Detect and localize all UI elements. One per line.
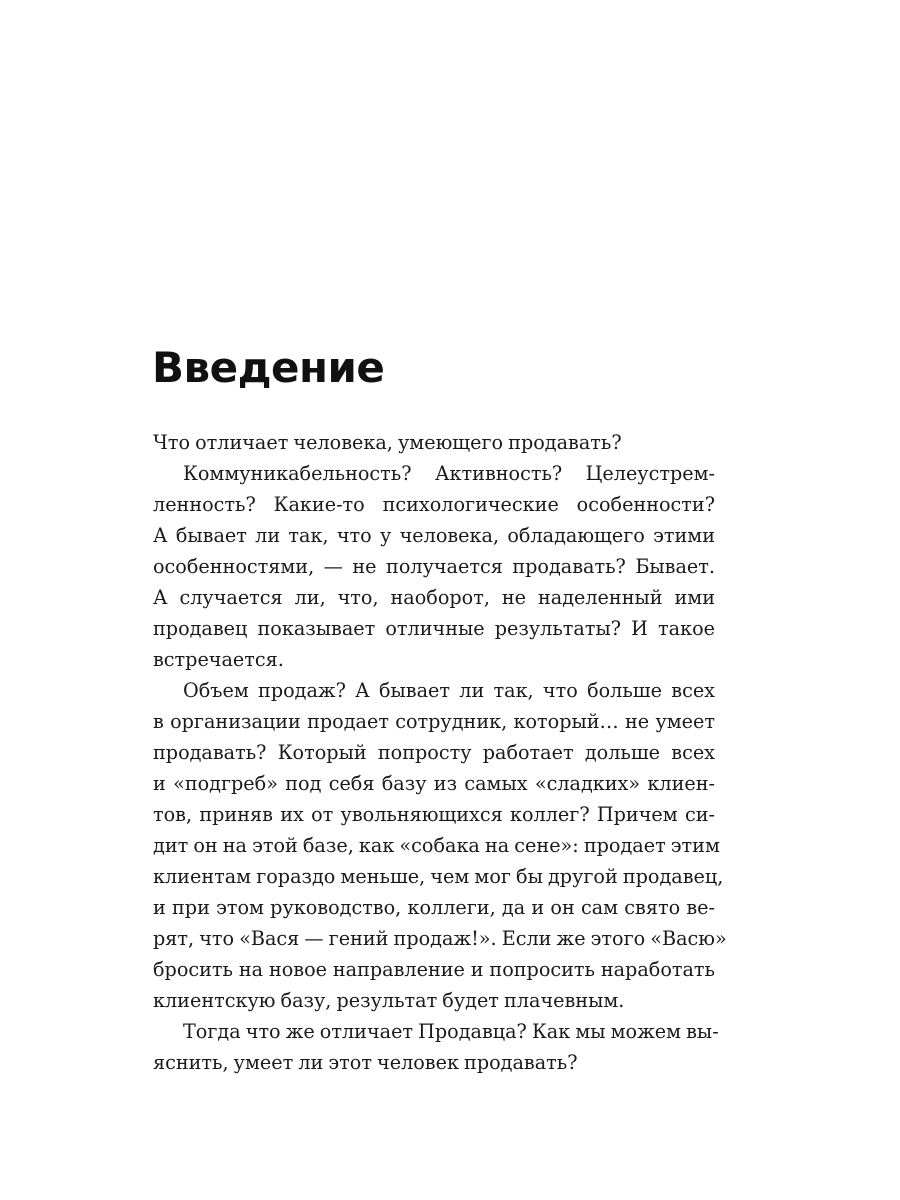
- text-line: и при этом руководство, коллеги, да и он сам свято ве-: [153, 896, 715, 919]
- text-line: Коммуникабельность? Активность? Целеустрем-: [183, 462, 715, 485]
- text-line: ленность? Какие-то психологические особенности?: [153, 493, 715, 516]
- text-line: Тогда что же отличает Продавца? Как мы можем вы-: [183, 1020, 719, 1043]
- text-line: Объем продаж? А бывает ли так, что больше всех: [183, 679, 715, 702]
- text-line: продавать? Который попросту работает дольше всех: [153, 741, 715, 764]
- text-line: бросить на новое направление и попросить наработать: [153, 958, 715, 981]
- text-line: рят, что «Вася — гений продаж!». Если же этого «Васю»: [153, 927, 727, 950]
- text-line: и «подгреб» под себя базу из самых «сладких» клиен-: [153, 772, 715, 795]
- text-line: продавец показывает отличные результаты? И такое: [153, 617, 715, 640]
- text-line: дит он на этой базе, как «собака на сене»: продает этим: [153, 834, 720, 857]
- text-line: особенностями, — не получается продавать? Бывает.: [153, 555, 715, 578]
- chapter-title: Введение: [152, 343, 385, 392]
- text-line: А бывает ли так, что у человека, обладающего этими: [153, 524, 715, 547]
- text-line: клиентскую базу, результат будет плачевным.: [153, 989, 625, 1012]
- text-line: яснить, умеет ли этот человек продавать?: [153, 1051, 578, 1074]
- text-line: в организации продает сотрудник, который… не умеет: [153, 710, 715, 733]
- text-line: А случается ли, что, наоборот, не наделенный ими: [153, 586, 715, 609]
- text-line: клиентам гораздо меньше, чем мог бы другой продавец,: [153, 865, 724, 888]
- text-line: встречается.: [153, 648, 284, 671]
- text-line: Что отличает человека, умеющего продавать?: [153, 431, 622, 454]
- chapter-body: [153, 427, 727, 1078]
- text-line: тов, приняв их от увольняющихся коллег? Причем си-: [153, 803, 715, 826]
